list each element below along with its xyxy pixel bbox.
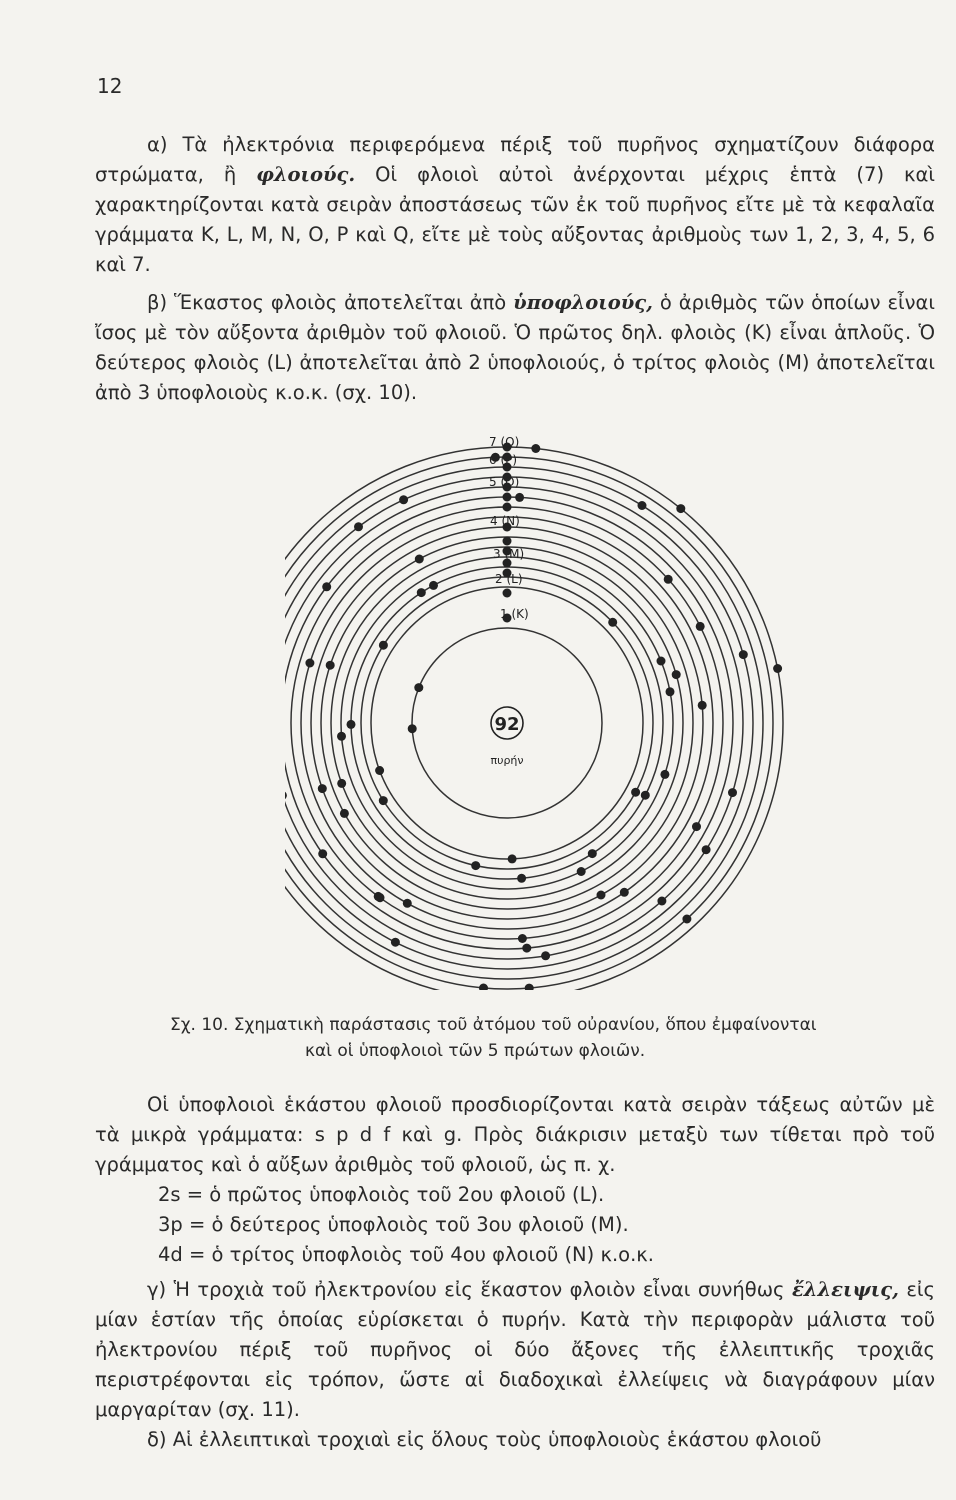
paragraph-alpha-text-2: Οἱ φλοιοὶ αὐτοὶ ἀνέρχονται μέχρις ἑπτὰ (7) καὶ χαρακτηρίζονται κατὰ σειρὰν ἀποστάσεως τῶν ἐκ τοῦ πυρῆνος εἴτε μὲ τὰ κεφαλαῖα γράμματα K, L, M, N, O, P καὶ Q, εἴτε μὲ τοὺς αὔξοντας ἀριθμοὺς των 1, 2, 3, 4, 5, 6 καὶ 7.: [95, 163, 935, 276]
electron: [620, 888, 629, 897]
electron: [318, 849, 327, 858]
electron: [739, 650, 748, 659]
electron: [638, 501, 647, 510]
electron: [429, 581, 438, 590]
electron: [657, 657, 666, 666]
electron: [682, 915, 691, 924]
example-line: 4d = ὁ τρίτος ὑποφλοιὸς τοῦ 4ου φλοιοῦ (N) κ.ο.κ.: [158, 1243, 654, 1266]
shell-label-l: 2 (L): [495, 572, 523, 586]
electron: [340, 809, 349, 818]
paragraph-gamma-text-1: γ) Ἡ τροχιὰ τοῦ ἠλεκτρονίου εἰς ἕκαστον φλοιὸν εἶναι συνήθως: [147, 1278, 792, 1301]
electron: [698, 701, 707, 710]
electron: [337, 779, 346, 788]
electron: [479, 984, 488, 991]
electron: [305, 659, 314, 668]
electron: [517, 874, 526, 883]
orbit-ring: [285, 467, 763, 979]
paragraph-alpha-text-1: α) Τὰ ἠλεκτρόνια περιφερόμενα πέριξ τοῦ πυρῆνος σχηματίζουν διάφορα στρώματα, ἢ: [95, 133, 935, 186]
paragraph-beta-text-1: β) Ἕκαστος φλοιὸς ἀποτελεῖται ἀπὸ: [147, 291, 514, 314]
electron: [518, 934, 527, 943]
electron: [631, 788, 640, 797]
electron: [702, 845, 711, 854]
example-line: 3p = ὁ δεύτερος ὑποφλοιὸς τοῦ 3ου φλοιοῦ (M).: [158, 1213, 629, 1236]
orbit-ring: [285, 457, 773, 989]
electron: [508, 854, 517, 863]
electron: [379, 796, 388, 805]
electron: [379, 641, 388, 650]
figure-caption-line-1: Σχ. 10. Σχηματικὴ παράστασις τοῦ ἀτόμου τοῦ οὐρανίου, ὅπου ἐμφαίνονται: [170, 1015, 817, 1035]
electron: [541, 951, 550, 960]
electron: [503, 493, 512, 502]
paragraph-gamma-text-2: εἰς μίαν ἑστίαν τῆς ὁποίας εὑρίσκεται ὁ πυρήν. Κατὰ τὴν περιφορὰν μάλιστα τοῦ ἠλεκτρονίου πέριξ τοῦ πυρῆνος οἱ δύο ἄξονες τῆς ἐλλειπτικῆς τροχιᾶς περιστρέφονται εἰς τρόπον, ὥστε αἱ διαδοχικαὶ ἐλλείψεις νὰ διαγράφουν μίαν μαργαρίταν (σχ. 11).: [95, 1278, 935, 1421]
electron: [417, 588, 426, 597]
shell-label-k: 1 (K): [500, 607, 529, 621]
electron: [399, 495, 408, 504]
paragraph-beta: [95, 288, 935, 408]
electron: [696, 622, 705, 631]
electron: [503, 503, 512, 512]
electron: [676, 504, 685, 513]
electron: [415, 555, 424, 564]
term-subshells: ὑποφλοιούς,: [513, 291, 653, 314]
nucleus: [490, 707, 523, 767]
example-line: 2s = ὁ πρῶτος ὑποφλοιὸς τοῦ 2ου φλοιοῦ (L).: [158, 1183, 605, 1206]
shell-label-m: 3 (M): [493, 547, 525, 561]
electron: [347, 720, 356, 729]
page-number: 12: [97, 74, 123, 98]
electron: [414, 683, 423, 692]
figure-caption-line-2: καὶ οἱ ὑποφλοιοὶ τῶν 5 πρώτων φλοιῶν.: [305, 1041, 646, 1061]
nucleus-caption: πυρήν: [490, 754, 524, 767]
electron: [318, 784, 327, 793]
subshell-examples: [158, 1180, 654, 1270]
paragraph-beta-text-2: ὁ ἀριθμὸς τῶν ὁποίων εἶναι ἴσος μὲ τὸν αὔξοντα ἀριθμὸν τοῦ φλοιοῦ. Ὁ πρῶτος δηλ. φλοιὸς (K) εἶναι ἁπλοῦς. Ὁ δεύτερος φλοιὸς (L) ἀποτελεῖται ἀπὸ 2 ὑποφλοιούς, ὁ τρίτος φλοιὸς (M) ἀποτελεῖται ἀπὸ 3 ὑποφλοιοὺς κ.ο.κ. (σχ. 10).: [95, 291, 935, 404]
electron: [375, 766, 384, 775]
shell-label-o: 5 (O): [489, 475, 520, 489]
electron: [664, 575, 673, 584]
electron: [728, 788, 737, 797]
electron: [597, 891, 606, 900]
electron: [391, 938, 400, 947]
electron: [577, 867, 586, 876]
term-shells: φλοιούς.: [256, 163, 356, 186]
uranium-atom-diagram: [285, 430, 805, 990]
electron: [515, 493, 524, 502]
electron: [503, 537, 512, 546]
electron: [503, 589, 512, 598]
electron: [376, 893, 385, 902]
electron: [403, 899, 412, 908]
shell-label-n: 4 (N): [490, 514, 520, 528]
electron: [322, 582, 331, 591]
electron: [471, 861, 480, 870]
electron: [326, 661, 335, 670]
electron: [608, 618, 617, 627]
electron: [408, 724, 417, 733]
paragraph-delta-text: δ) Αἱ ἐλλειπτικαὶ τροχιαὶ εἰς ὅλους τοὺς ὑποφλοιοὺς ἑκάστου φλοιοῦ: [147, 1428, 822, 1451]
figure-caption: [170, 1012, 890, 1064]
electron: [657, 897, 666, 906]
paragraph-delta: [95, 1425, 935, 1455]
electron: [522, 944, 531, 953]
electron: [525, 984, 534, 990]
electron: [666, 687, 675, 696]
electron: [337, 732, 346, 741]
nucleus-charge: 92: [494, 714, 520, 735]
electron: [285, 791, 287, 800]
term-ellipse: ἔλλειψις,: [791, 1278, 899, 1301]
electron: [531, 444, 540, 453]
shell-label-q: 7 (Q): [489, 435, 520, 449]
electron: [660, 770, 669, 779]
electron: [641, 791, 650, 800]
paragraph-gamma: [95, 1275, 935, 1425]
shell-label-p: 6 (P): [489, 453, 518, 467]
paragraph-subshells: [95, 1090, 935, 1180]
electron: [773, 664, 782, 673]
electron: [588, 849, 597, 858]
electron: [672, 670, 681, 679]
electron: [692, 822, 701, 831]
paragraph-subshells-text: Οἱ ὑποφλοιοὶ ἑκάστου φλοιοῦ προσδιορίζονται κατὰ σειρὰν τάξεως αὐτῶν μὲ τὰ μικρὰ γράμματα: s p d f καὶ g. Πρὸς διάκρισιν μεταξὺ των τίθεται πρὸ τοῦ γράμματος καὶ ὁ αὔξων ἀριθμὸς τοῦ φλοιοῦ, ὡς π. χ.: [95, 1093, 935, 1176]
paragraph-alpha: [95, 130, 935, 280]
electron: [354, 522, 363, 531]
